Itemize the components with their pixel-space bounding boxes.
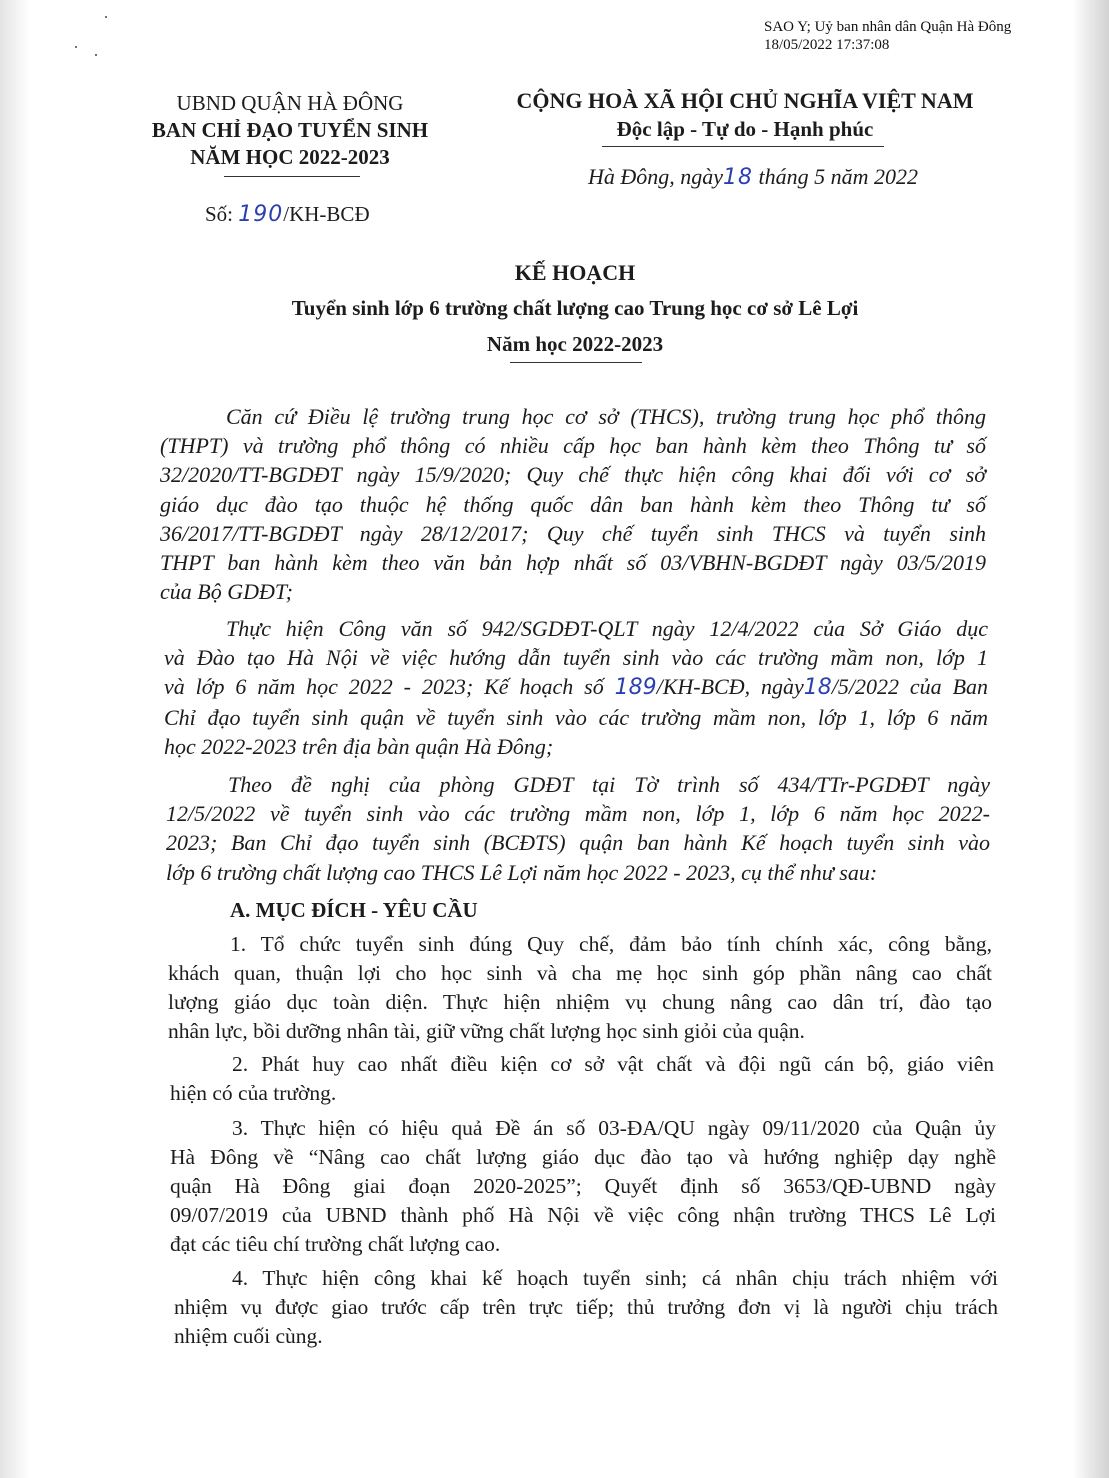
copy-stamp-line1: SAO Y; Uỷ ban nhân dân Quận Hà Đông [764, 19, 1012, 35]
basis-paragraph-2 [164, 614, 988, 761]
document-title [160, 258, 990, 362]
text-line: 2023; Ban Chỉ đạo tuyển sinh (BCĐTS) quận ban hành Kế hoạch tuyển sinh vào [166, 830, 990, 856]
text-line: THPT ban hành kèm theo văn bản hợp nhất số 03/VBHN-BGDĐT ngày 03/5/2019 [160, 550, 986, 576]
plan-number-handwritten: 189 [614, 675, 657, 701]
text-line: hiện có của trường. [170, 1081, 337, 1105]
item-3 [170, 1114, 996, 1259]
issuer-header [140, 90, 440, 171]
text-line: học 2022-2023 trên địa bàn quận Hà Đông; [164, 733, 554, 759]
national-motto: Độc lập - Tự do - Hạnh phúc [616, 117, 874, 141]
issuer-year: NĂM HỌC 2022-2023 [190, 145, 390, 169]
place-date-prefix: Hà Đông, ngày [588, 164, 724, 189]
basis-paragraph-3 [166, 770, 990, 887]
text-line: 4. Thực hiện công khai kế hoạch tuyển sinh; cá nhân chịu trách nhiệm với [232, 1266, 998, 1290]
text-line: 09/07/2019 của UBND thành phố Hà Nội về việc công nhận trường THCS Lê Lợi [170, 1203, 996, 1227]
item-4 [174, 1264, 998, 1351]
title-year: Năm học 2022-2023 [486, 332, 664, 356]
text-line: khách quan, thuận lợi cho học sinh và cha mẹ học sinh góp phần nâng cao chất [168, 961, 992, 985]
text-line: Chỉ đạo tuyển sinh quận về tuyển sinh vào các trường mầm non, lớp 1, lớp 6 năm [164, 704, 988, 730]
text-line: 32/2020/TT-BGDĐT ngày 15/9/2020; Quy chế thực hiện công khai đối với cơ sở [160, 462, 986, 488]
motto-underline [602, 146, 884, 147]
text-line: của Bộ GDĐT; [160, 579, 293, 605]
document-number-prefix: Số: [205, 202, 234, 226]
item-2 [170, 1050, 994, 1108]
issuer-underline [224, 176, 360, 177]
issuer-board: BAN CHỈ ĐẠO TUYỂN SINH [151, 118, 429, 142]
item-1 [168, 930, 992, 1046]
page-edge-left [0, 0, 30, 1478]
section-a-heading: A. MỤC ĐÍCH - YÊU CẦU [230, 898, 478, 922]
text-line: nhiệm vụ được giao trước cấp trên trực tiếp; thủ trưởng đơn vị là người chịu trách [174, 1295, 998, 1319]
scan-specks [95, 12, 155, 72]
document-number [205, 202, 370, 227]
text-line: Theo đề nghị của phòng GDĐT tại Tờ trình số 434/TTr-PGDĐT ngày [228, 772, 990, 797]
text-line: lớp 6 trường chất lượng cao THCS Lê Lợi năm học 2022 - 2023, cụ thể như sau: [166, 859, 878, 885]
text-line: Hà Đông về “Nâng cao chất lượng giáo dục đào tạo và hướng nghiệp dạy nghề [170, 1145, 996, 1169]
text-line: 12/5/2022 về tuyển sinh vào các trường mầm non, lớp 1, lớp 6 năm học 2022- [166, 801, 990, 827]
copy-stamp [764, 18, 1011, 54]
text-line: 3. Thực hiện có hiệu quả Đề án số 03-ĐA/QU ngày 09/11/2020 của Quận ủy [232, 1116, 996, 1140]
copy-stamp-line2: 18/05/2022 17:37:08 [764, 37, 890, 53]
text-line: (THPT) và trường phổ thông có nhiều cấp học ban hành kèm theo Thông tư số [160, 433, 986, 459]
text-line: 2. Phát huy cao nhất điều kiện cơ sở vật chất và đội ngũ cán bộ, giáo viên [232, 1052, 994, 1076]
basis-paragraph-1 [160, 402, 986, 606]
title-kind: KẾ HOẠCH [514, 260, 636, 285]
plan-day-handwritten: 18 [803, 675, 832, 701]
place-date [588, 164, 918, 190]
place-date-day-handwritten: 18 [723, 165, 754, 190]
text-line: đạt các tiêu chí trường chất lượng cao. [170, 1232, 501, 1256]
national-header [490, 86, 1000, 144]
document-number-suffix: /KH-BCĐ [283, 202, 370, 226]
text-line: 1. Tổ chức tuyển sinh đúng Quy chế, đảm bảo tính chính xác, công bằng, [230, 932, 992, 956]
title-underline [510, 362, 642, 363]
text-line: giáo dục đào tạo thuộc hệ thống quốc dân ban hành kèm theo Thông tư số [160, 491, 986, 517]
text-line: Thực hiện Công văn số 942/SGDĐT-QLT ngày 12/4/2022 của Sở Giáo dục [226, 616, 988, 641]
text-line: quận Hà Đông giai đoạn 2020-2025”; Quyết định số 3653/QĐ-UBND ngày [170, 1174, 996, 1198]
text-line: Căn cứ Điều lệ trường trung học cơ sở (THCS), trường trung học phổ thông [226, 404, 986, 429]
title-subject: Tuyển sinh lớp 6 trường chất lượng cao Trung học cơ sở Lê Lợi [291, 296, 859, 320]
text-line: lượng giáo dục toàn diện. Thực hiện nhiệm vụ chung nâng cao dân trí, đào tạo [168, 990, 992, 1014]
text-line: nhân lực, bồi dưỡng nhân tài, giữ vững chất lượng học sinh giỏi của quận. [168, 1019, 805, 1043]
page-edge-right [1073, 0, 1109, 1478]
document-number-handwritten: 190 [238, 202, 284, 227]
text-line: và Đào tạo Hà Nội về việc hướng dẫn tuyển sinh vào các trường mầm non, lớp 1 [164, 645, 988, 671]
issuer-org: UBND QUẬN HÀ ĐÔNG [176, 91, 404, 115]
national-name: CỘNG HOÀ XÃ HỘI CHỦ NGHĨA VIỆT NAM [516, 88, 974, 113]
text-line: nhiệm cuối cùng. [174, 1324, 323, 1348]
place-date-rest: tháng 5 năm 2022 [758, 164, 919, 189]
text-line: và lớp 6 năm học 2022 - 2023; Kế hoạch số 189/KH-BCĐ, ngày18/5/2022 của Ban [164, 674, 989, 701]
text-line: 36/2017/TT-BGDĐT ngày 28/12/2017; Quy chế tuyển sinh THCS và tuyển sinh [160, 520, 986, 546]
